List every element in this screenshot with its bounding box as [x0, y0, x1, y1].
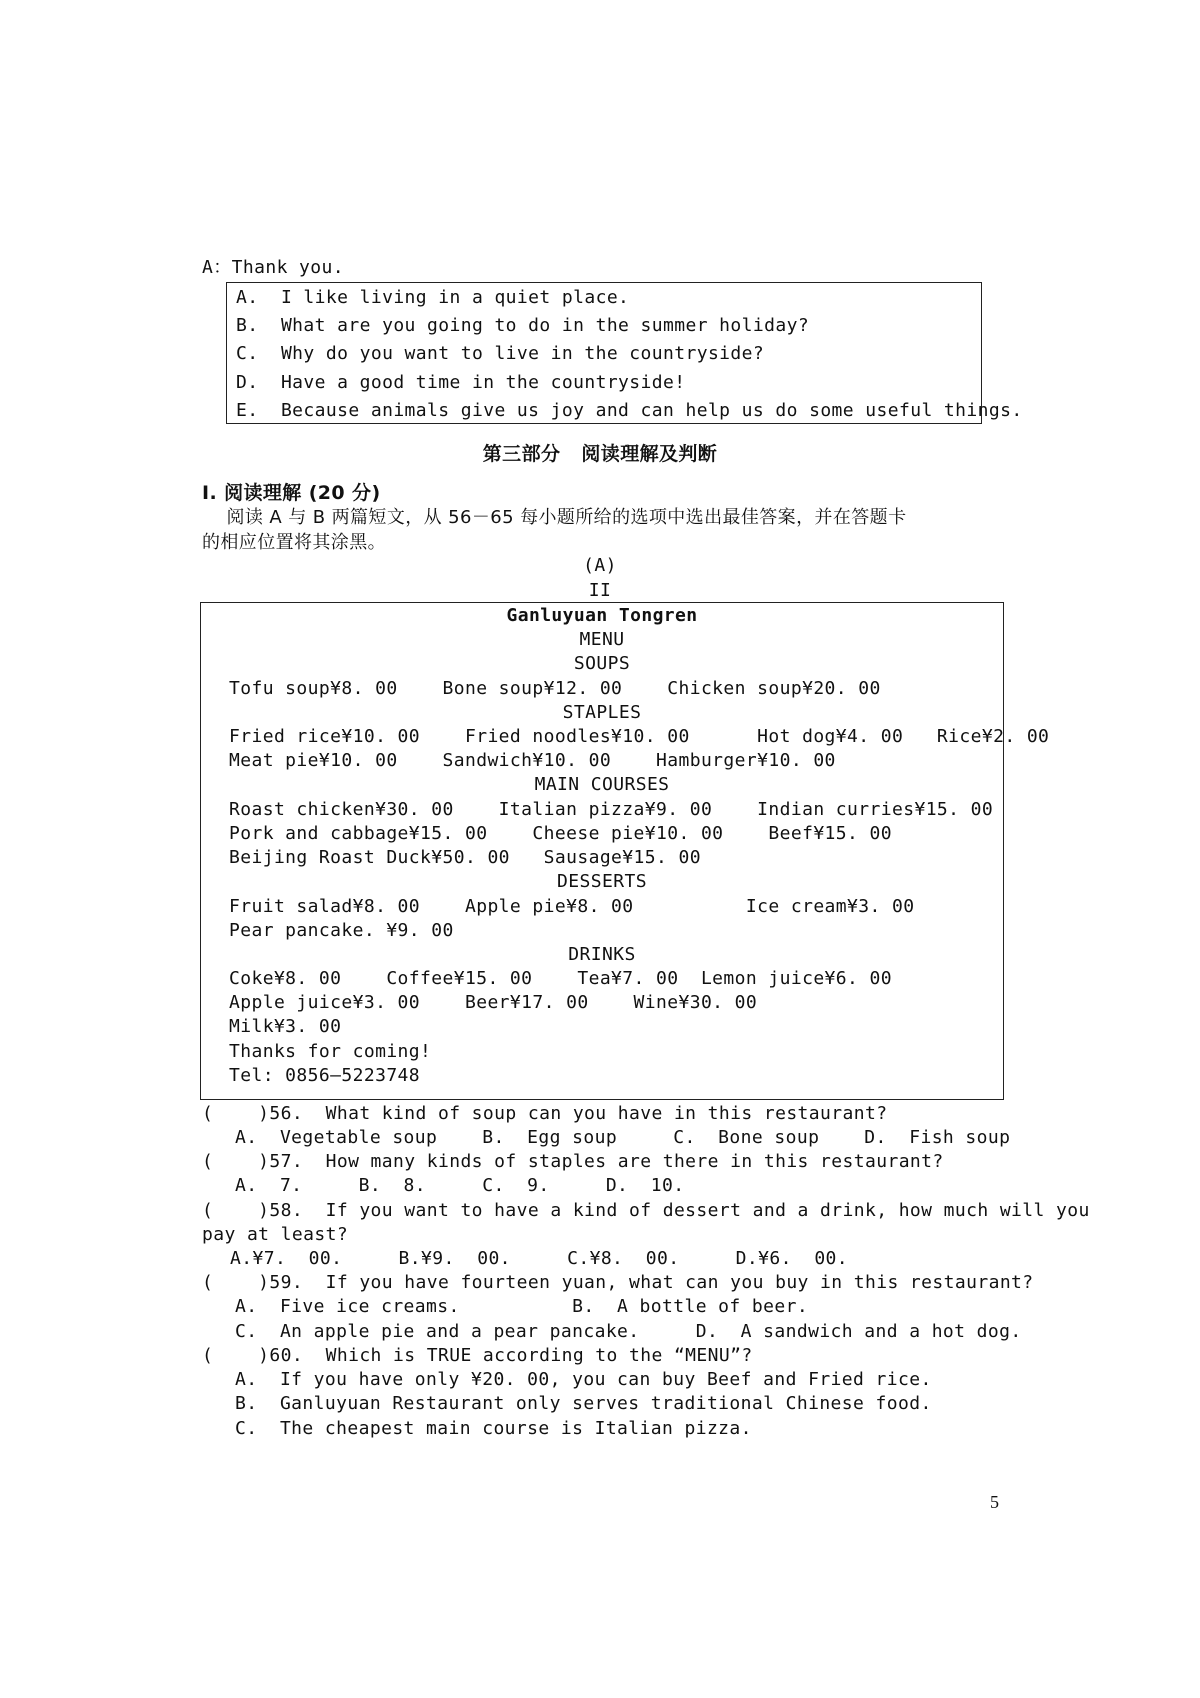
section-title: 第三部分 阅读理解及判断 [482, 443, 718, 465]
question-58: ( )58. If you want to have a kind of dessert and a drink, how much will you [202, 1200, 1090, 1221]
drinks-line-2: Apple juice¥3. 00 Beer¥17. 00 Wine¥30. 00 [229, 992, 758, 1013]
desserts-line-2: Pear pancake. ¥9. 00 [229, 920, 454, 941]
page-number: 5 [990, 1492, 1000, 1512]
question-58-continued: pay at least? [202, 1224, 349, 1245]
question-57: ( )57. How many kinds of staples are there in this restaurant? [202, 1151, 944, 1172]
main-courses-heading: MAIN COURSES [534, 774, 670, 795]
dialogue-line: A：Thank you. [202, 257, 345, 278]
restaurant-name: Ganluyuan Tongren [506, 605, 698, 626]
staples-line-1: Fried rice¥10. 00 Fried noodles¥10. 00 Hot dog¥4. 00 Rice¥2. 00 [229, 726, 1050, 747]
question-59-options-1: A. Five ice creams. B. A bottle of beer. [235, 1296, 809, 1317]
main-line-3: Beijing Roast Duck¥50. 00 Sausage¥15. 00 [229, 847, 701, 868]
main-line-2: Pork and cabbage¥15. 00 Cheese pie¥10. 00 Beef¥15. 00 [229, 823, 892, 844]
question-60-option-b: B. Ganluyuan Restaurant only serves traditional Chinese food. [235, 1393, 932, 1414]
drinks-line-3: Milk¥3. 00 [229, 1016, 342, 1037]
drinks-line-1: Coke¥8. 00 Coffee¥15. 00 Tea¥7. 00 Lemon juice¥6. 00 [229, 968, 892, 989]
passage-sub: II [588, 580, 612, 601]
main-line-1: Roast chicken¥30. 00 Italian pizza¥9. 00 Indian curries¥15. 00 [229, 799, 994, 820]
option-c: C. Why do you want to live in the countryside? [236, 343, 765, 364]
staples-heading: STAPLES [562, 702, 642, 723]
question-60-option-a: A. If you have only ¥20. 00, you can buy Beef and Fried rice. [235, 1369, 932, 1390]
question-59: ( )59. If you have fourteen yuan, what can you buy in this restaurant? [202, 1272, 1034, 1293]
instructions-line-1: 阅读 A 与 B 两篇短文，从 56－65 每小题所给的选项中选出最佳答案，并在答题卡 [202, 507, 907, 528]
question-57-options: A. 7. B. 8. C. 9. D. 10. [235, 1175, 685, 1196]
soups-line: Tofu soup¥8. 00 Bone soup¥12. 00 Chicken soup¥20. 00 [229, 678, 881, 699]
question-59-options-2: C. An apple pie and a pear pancake. D. A sandwich and a hot dog. [235, 1321, 1022, 1342]
staples-line-2: Meat pie¥10. 00 Sandwich¥10. 00 Hamburger¥10. 00 [229, 750, 836, 771]
option-d: D. Have a good time in the countryside! [236, 372, 686, 393]
soups-heading: SOUPS [573, 653, 631, 674]
question-60: ( )60. Which is TRUE according to the “MENU”? [202, 1345, 753, 1366]
passage-label: (A) [583, 555, 617, 576]
drinks-heading: DRINKS [568, 944, 636, 965]
instructions-line-2: 的相应位置将其涂黑。 [202, 532, 386, 553]
question-58-options: A.¥7. 00. B.¥9. 00. C.¥8. 00. D.¥6. 00. [230, 1248, 849, 1269]
question-60-option-c: C. The cheapest main course is Italian pizza. [235, 1418, 752, 1439]
tel-line: Tel: 0856—5223748 [229, 1065, 421, 1086]
option-e: E. Because animals give us joy and can help us do some useful things. [236, 400, 1023, 421]
menu-title: MENU [579, 629, 625, 650]
part-heading: Ⅰ. 阅读理解 (20 分) [202, 482, 381, 504]
question-56: ( )56. What kind of soup can you have in this restaurant? [202, 1103, 888, 1124]
thanks-line: Thanks for coming! [229, 1041, 432, 1062]
question-56-options: A. Vegetable soup B. Egg soup C. Bone soup D. Fish soup [235, 1127, 1011, 1148]
desserts-heading: DESSERTS [557, 871, 647, 892]
option-b: B. What are you going to do in the summer holiday? [236, 315, 810, 336]
option-a: A. I like living in a quiet place. [236, 287, 630, 308]
desserts-line-1: Fruit salad¥8. 00 Apple pie¥8. 00 Ice cream¥3. 00 [229, 896, 915, 917]
